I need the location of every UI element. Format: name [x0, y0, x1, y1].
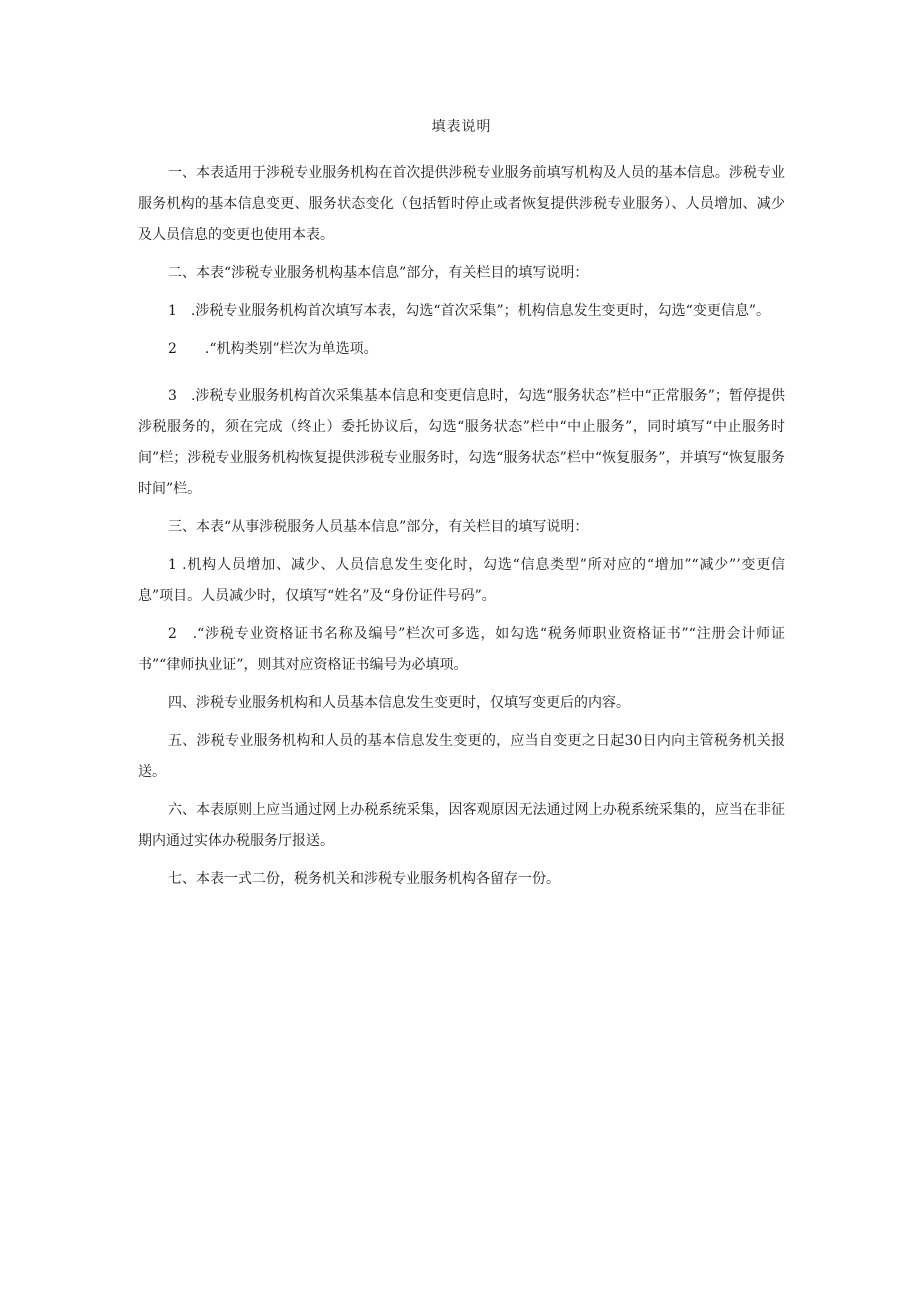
paragraph-3-personnel-section: 三、本表“从事涉税服务人员基本信息”部分，有关栏目的填写说明：	[168, 519, 589, 535]
paragraph-2-item-2: 2 .“机构类别”栏次为单选项。	[168, 341, 378, 357]
paragraph-3-item-1: 1 .机构人员增加、减少、人员信息发生变化时，勾选“信息类型”所对应的“增加”“减少”’变更信息”项目。人员减少时，仅填写“姓名”及“身份证件号码”。	[138, 557, 785, 604]
paragraph-2-institution-section: 二、本表“涉税专业服务机构基本信息”部分，有关栏目的填写说明：	[168, 265, 589, 281]
document-page	[138, 116, 785, 902]
paragraph-5-deadline: 五、涉税专业服务机构和人员的基本信息发生变更的，应当自变更之日起30日内向主管税务机关报送。	[138, 733, 785, 780]
paragraph-2-item-3: 3 .涉税专业服务机构首次采集基本信息和变更信息时，勾选“服务状态”栏中“正常服务”；暂停提供涉税服务的，须在完成（终止）委托协议后，勾选“服务状态”栏中“中止服务”，同时填写“中止服务时间”栏；涉税专业服务机构恢复提供涉税专业服务时，勾选“服务状态”栏中“恢复服务”，并填写“恢复服务时间”栏。	[138, 388, 785, 497]
paragraph-2-item-1: 1 .涉税专业服务机构首次填写本表，勾选“首次采集”；机构信息发生变更时，勾选“变更信息”。	[168, 303, 770, 319]
paragraph-3-item-2: 2 .“涉税专业资格证书名称及编号”栏次可多选，如勾选“税务师职业资格证书”“注册会计师证书”“律师执业证”，则其对应资格证书编号为必填项。	[138, 626, 785, 673]
paragraph-6-submission: 六、本表原则上应当通过网上办税系统采集，因客观原因无法通过网上办税系统采集的，应当在非征期内通过实体办税服务厅报送。	[138, 802, 785, 849]
document-title: 填表说明	[431, 119, 492, 135]
paragraph-1-scope: 一、本表适用于涉税专业服务机构在首次提供涉税专业服务前填写机构及人员的基本信息。涉税专业服务机构的基本信息变更、服务状态变化（包括暂时停止或者恢复提供涉税专业服务）、人员增加、减少及人员信息的变更也使用本表。	[138, 165, 785, 243]
paragraph-7-copies: 七、本表一式二份，税务机关和涉税专业服务机构各留存一份。	[168, 871, 560, 887]
paragraph-4-changes: 四、涉税专业服务机构和人员基本信息发生变更时，仅填写变更后的内容。	[168, 695, 630, 711]
